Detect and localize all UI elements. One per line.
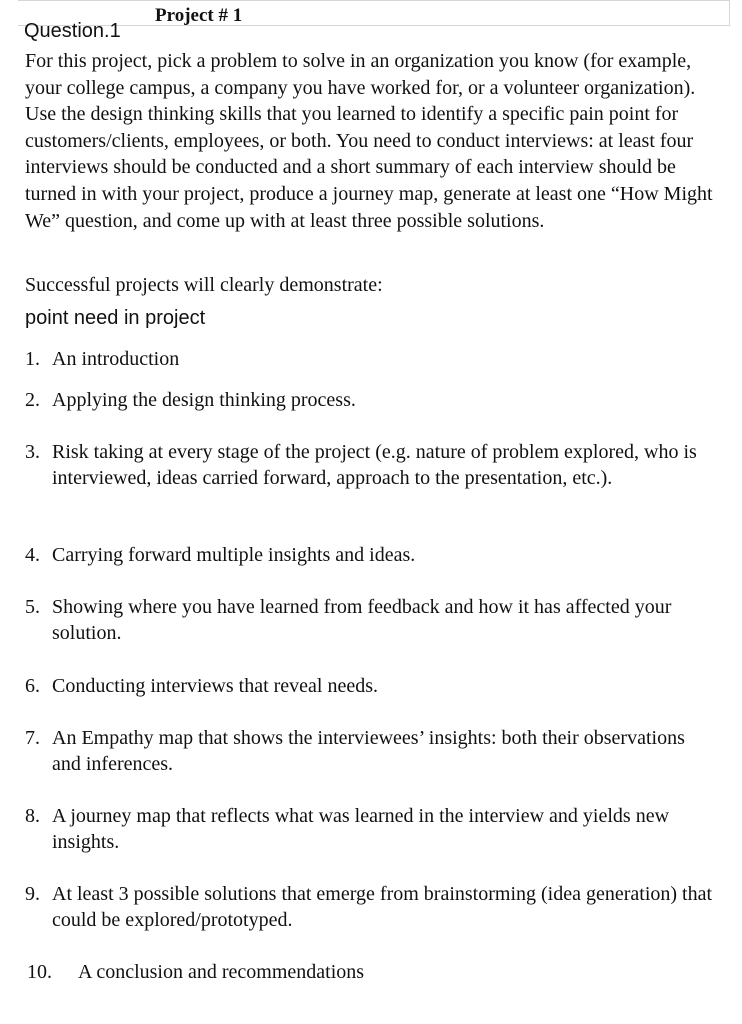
list-item-number: 1. (25, 348, 40, 370)
list-item-number: 2. (25, 389, 40, 411)
list-item-number: 8. (25, 805, 40, 827)
list-item-text: Conducting interviews that reveal needs. (52, 675, 379, 697)
list-item-text: Carrying forward multiple insights and ideas. (52, 544, 416, 566)
list-item-number: 3. (25, 441, 40, 463)
project-title: Project # 1 (155, 5, 243, 26)
list-item-text: Showing where you have learned from feedback and how it has affected your solution. (52, 596, 672, 644)
list-item (25, 881, 715, 933)
question-label: Question.1 (24, 20, 121, 42)
list-item (25, 725, 715, 777)
list-item (25, 803, 715, 855)
header-frame (18, 0, 730, 26)
list-item (25, 542, 715, 568)
list-item-number: 5. (25, 596, 40, 618)
list-item-text: An introduction (52, 348, 180, 370)
list-item-number: 6. (25, 675, 40, 697)
list-item-number: 10. (27, 961, 52, 983)
point-need-note: point need in project (25, 307, 206, 329)
list-item (25, 439, 715, 491)
successful-heading: Successful projects will clearly demonstrate: (25, 274, 383, 296)
list-item-text: Risk taking at every stage of the project (e.g. nature of problem explored, who is interviewed, ideas carried forward, approach to the presentation, etc.). (52, 441, 697, 489)
list-item (25, 387, 715, 413)
list-item (25, 673, 715, 699)
list-item (25, 346, 715, 372)
list-item-text: Applying the design thinking process. (52, 389, 356, 411)
list-item (25, 594, 715, 646)
list-item-number: 9. (25, 883, 40, 905)
list-item-text: A conclusion and recommendations (78, 961, 365, 983)
list-item-number: 7. (25, 727, 40, 749)
intro-paragraph: For this project, pick a problem to solve in an organization you know (for example, your college campus, a company you have worked for, or a volunteer organization). Use the design thinking skills that you learned to identify a specific pain point for customers/clients, employees, or both. You need to conduct interviews: at least four interviews should be conducted and a short summary of each interview should be turned in with your project, produce a journey map, generate at least one “How Might We” question, and come up with at least three possible solutions. (25, 50, 713, 232)
list-item-text: An Empathy map that shows the interviewees’ insights: both their observations and inferences. (52, 727, 685, 775)
list-item (25, 959, 715, 985)
list-item-text: At least 3 possible solutions that emerge from brainstorming (idea generation) that could be explored/prototyped. (52, 883, 713, 931)
list-item-number: 4. (25, 544, 40, 566)
list-item-text: A journey map that reflects what was learned in the interview and yields new insights. (52, 805, 670, 853)
